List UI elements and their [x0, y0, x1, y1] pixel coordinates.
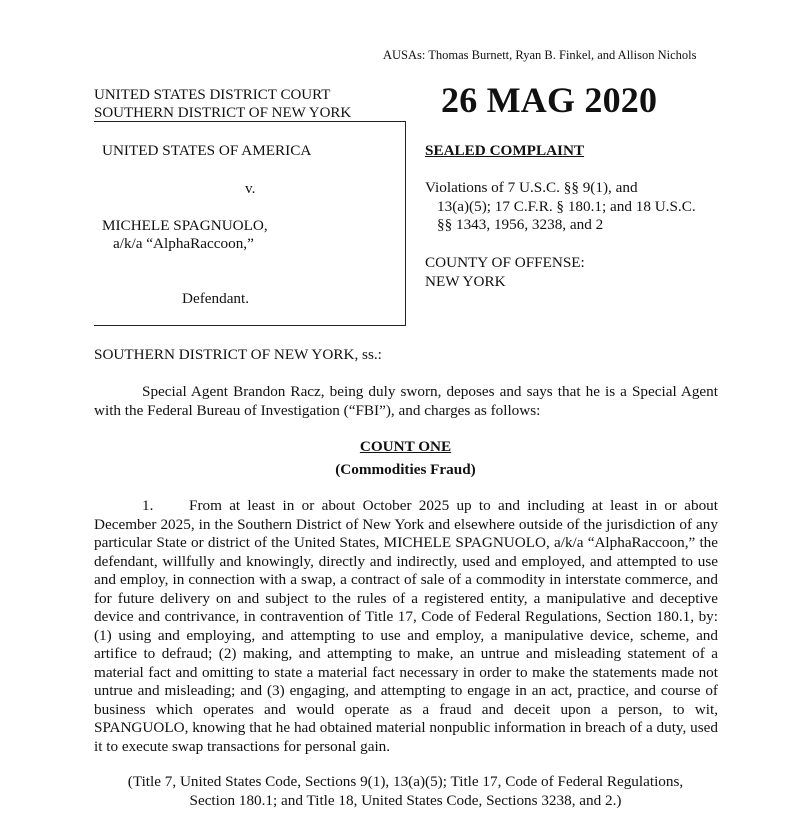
defendant-label: Defendant.	[182, 290, 250, 307]
intro-paragraph: Special Agent Brandon Racz, being duly sworn, deposes and says that he is a Special Agent with the Federal Bureau of Investigation (“FBI”), and charges as follows:	[94, 383, 718, 419]
violations-block	[425, 179, 725, 235]
versus-label: v.	[245, 180, 256, 197]
date-stamp: 26 MAG 2020	[441, 80, 658, 120]
county-value: NEW YORK	[425, 272, 506, 290]
statutory-citation	[0, 773, 811, 810]
citation-line1: (Title 7, United States Code, Sections 9(1), 13(a)(5); Title 17, Code of Federal Regulations,	[127, 773, 684, 790]
violations-line2: 13(a)(5); 17 C.F.R. § 180.1; and 18 U.S.C.	[437, 197, 696, 215]
violations-line3: §§ 1343, 1956, 3238, and 2	[437, 216, 604, 233]
ausas-line: AUSAs: Thomas Burnett, Ryan B. Finkel, and Allison Nichols	[383, 48, 697, 62]
district-ss: SOUTHERN DISTRICT OF NEW YORK, ss.:	[94, 346, 382, 363]
count-title-text: COUNT ONE	[359, 438, 452, 455]
county-of-offense	[425, 254, 585, 291]
plaintiff-name: UNITED STATES OF AMERICA	[102, 142, 312, 159]
paragraph-number: 1.	[142, 497, 154, 514]
defendant-name: MICHELE SPAGNUOLO,	[102, 217, 268, 234]
count-title	[0, 438, 811, 457]
court-name	[94, 86, 351, 122]
citation-line2: Section 180.1; and Title 18, United States Code, Sections 3238, and 2.)	[189, 791, 622, 809]
county-label: COUNTY OF OFFENSE:	[425, 254, 585, 271]
court-name-line2: SOUTHERN DISTRICT OF NEW YORK	[94, 105, 352, 121]
court-name-line1: UNITED STATES DISTRICT COURT	[94, 87, 331, 103]
defendant-alias: a/k/a “AlphaRaccoon,”	[113, 235, 254, 252]
count-subtitle: (Commodities Fraud)	[335, 461, 476, 478]
violations-line1: Violations of 7 U.S.C. §§ 9(1), and	[425, 179, 638, 196]
paragraph-1	[94, 497, 718, 756]
complaint-title: SEALED COMPLAINT	[425, 142, 585, 159]
paragraph-text: From at least in or about October 2025 up to and including at least in or about December 2025, in the Southern District of New York and elsewhere outside of the jurisdiction of any particular State or district of the United States, MICHELE SPAGNUOLO, a/k/a “AlphaRaccoon,” the defendant, willfully and knowingly, directly and indirectly, used and employed, and attempted to use and employ, in connection with a swap, a contract of sale of a commodity in interstate commerce, and for future delivery on and subject to the rules of a registered entity, a manipulative and deceptive device and contrivance, in contravention of Title 17, Code of Federal Regulations, Section 180.1, by: (1) using and employing, and attempting to use and employ, a manipulative device, scheme, and artifice to defraud; (2) making, and attempting to make, an untrue and misleading statement of a material fact and omitting to state a material fact necessary in order to make the statements made not untrue and misleading; and (3) engaging, and attempting to engage in an act, practice, and course of business which operates and would operate as a fraud and deceit upon a person, to wit, SPANGUOLO, knowing that he had obtained material nonpublic information in breach of a duty, used it to execute swap transactions for personal gain.	[94, 497, 718, 755]
